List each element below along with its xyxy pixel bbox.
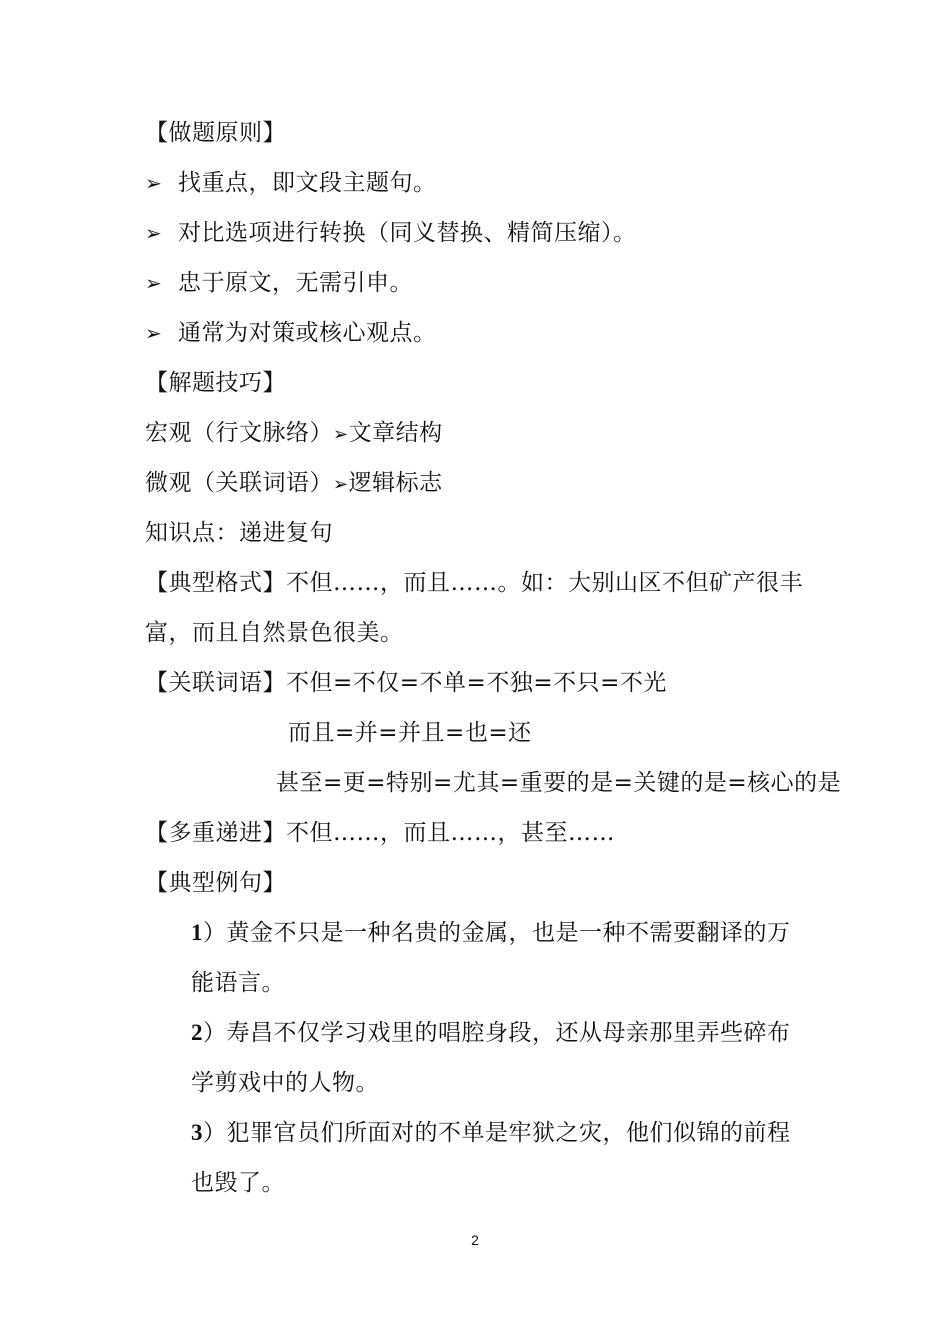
- connectives-text-2: 而且=并=并且=也=还: [288, 720, 532, 746]
- principle-text: 对比选项进行转换（同义替换、精简压缩）。: [178, 220, 637, 246]
- principle-item: [145, 268, 413, 298]
- example-number: 1: [191, 920, 203, 945]
- micro-target: 逻辑标志: [348, 470, 443, 496]
- page-number: 2: [471, 1232, 479, 1248]
- example-item: [191, 918, 791, 948]
- connectives-label: 【关联词语】: [145, 670, 286, 696]
- arrow-bullet-icon: ➢: [145, 321, 163, 345]
- macro-target: 文章结构: [348, 420, 443, 446]
- example-text: ）黄金不只是一种名贵的金属，也是一种不需要翻译的万: [203, 920, 791, 946]
- arrow-icon: ➢: [333, 474, 349, 495]
- principle-item: [145, 218, 637, 248]
- arrow-bullet-icon: ➢: [145, 271, 163, 295]
- principle-text: 找重点，即文段主题句。: [178, 170, 437, 196]
- principle-text: 忠于原文，无需引申。: [178, 270, 413, 296]
- typical-format-continuation: 富，而且自然景色很美。: [145, 620, 404, 646]
- connectives-text-3: 甚至=更=特别=尤其=重要的是=关键的是=核心的是: [276, 770, 842, 796]
- example-text: ）寿昌不仅学习戏里的唱腔身段，还从母亲那里弄些碎布: [203, 1020, 791, 1046]
- principle-item: [145, 168, 437, 198]
- example-text: ）犯罪官员们所面对的不单是牢狱之灾，他们似锦的前程: [203, 1120, 791, 1146]
- example-item: [191, 1018, 791, 1048]
- arrow-icon: ➢: [333, 424, 349, 445]
- example-number: 2: [191, 1020, 203, 1045]
- knowledge-point: 知识点：递进复句: [145, 520, 333, 546]
- example-continuation: 能语言。: [191, 970, 285, 996]
- macro-line: [145, 418, 443, 450]
- micro-line: [145, 468, 443, 500]
- example-continuation: 学剪戏中的人物。: [191, 1070, 379, 1096]
- macro-label: 宏观（行文脉络）: [145, 420, 333, 446]
- multiple-label: 【多重递进】: [145, 820, 286, 846]
- typical-format-line: [145, 568, 803, 598]
- arrow-bullet-icon: ➢: [145, 221, 163, 245]
- principles-heading: 【做题原则】: [145, 120, 286, 146]
- arrow-bullet-icon: ➢: [145, 171, 163, 195]
- multiple-progression-line: [145, 818, 615, 848]
- connectives-line: [145, 668, 667, 698]
- principle-text: 通常为对策或核心观点。: [178, 320, 437, 346]
- connectives-text-1: 不但=不仅=不单=不独=不只=不光: [286, 670, 667, 696]
- example-item: [191, 1118, 791, 1148]
- example-number: 3: [191, 1120, 203, 1145]
- micro-label: 微观（关联词语）: [145, 470, 333, 496]
- typical-format-label: 【典型格式】: [145, 570, 286, 596]
- examples-heading: 【典型例句】: [145, 870, 286, 896]
- principle-item: [145, 318, 437, 348]
- example-continuation: 也毁了。: [191, 1170, 285, 1196]
- typical-format-text: 不但……，而且……。如：大别山区不但矿产很丰: [286, 570, 803, 596]
- multiple-text: 不但……，而且……，甚至……: [286, 820, 615, 846]
- techniques-heading: 【解题技巧】: [145, 370, 286, 396]
